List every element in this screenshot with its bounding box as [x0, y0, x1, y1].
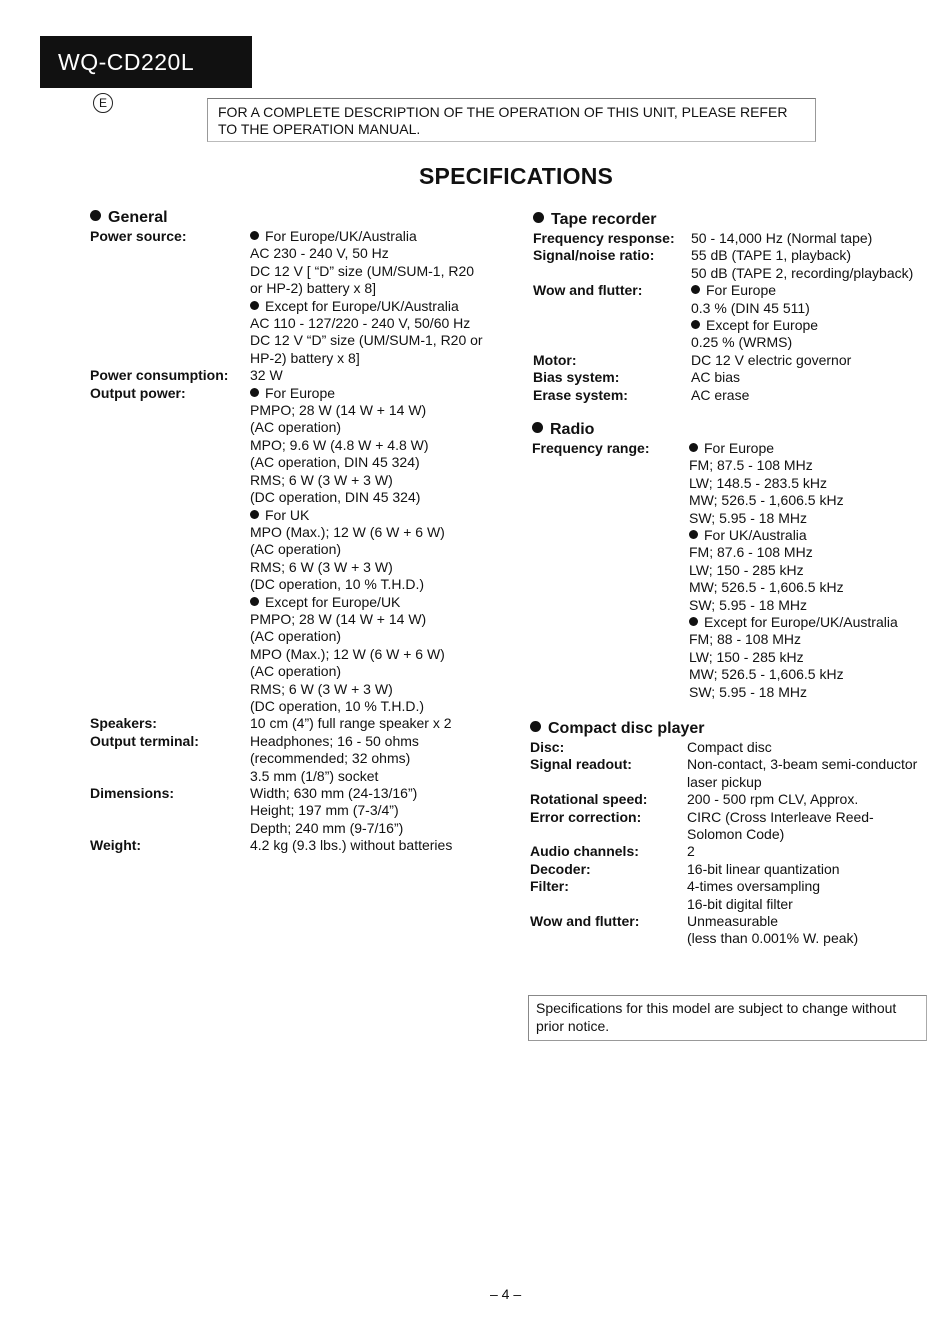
- spec-value-line: [687, 878, 940, 895]
- spec-value-line: [691, 334, 943, 351]
- spec-value-line: [250, 820, 510, 837]
- specifications-change-notice: Specifications for this model are subject to change without prior notice.: [528, 995, 927, 1041]
- spec-values: [687, 878, 940, 913]
- spec-values: [687, 861, 940, 878]
- spec-value-line: [250, 385, 510, 402]
- spec-value-line: [691, 317, 943, 334]
- spec-value-text: 0.3 % (DIN 45 511): [691, 299, 810, 316]
- spec-value-text: 200 - 500 rpm CLV, Approx.: [687, 791, 859, 808]
- spec-label: Weight:: [90, 837, 142, 854]
- spec-value-text: 4-times oversampling: [687, 878, 821, 895]
- spec-value-text: Non-contact, 3-beam semi-conductor: [687, 756, 918, 773]
- spec-values: [691, 230, 943, 247]
- spec-value-line: [250, 507, 510, 524]
- spec-value-line: [250, 437, 510, 454]
- spec-value-line: [250, 663, 510, 680]
- spec-values: [687, 791, 940, 808]
- spec-value-line: [687, 826, 940, 843]
- spec-values: [250, 837, 510, 854]
- spec-value-line: [250, 350, 510, 367]
- spec-value-text: AC 230 - 240 V, 50 Hz: [250, 245, 389, 262]
- spec-value-line: [689, 666, 942, 683]
- general-section: [90, 208, 510, 855]
- bullet-icon: [691, 320, 700, 329]
- spec-values: [691, 387, 943, 404]
- spec-value-line: [250, 628, 510, 645]
- spec-value-line: [250, 611, 510, 628]
- spec-value-line: [250, 472, 510, 489]
- bullet-icon: [689, 530, 698, 539]
- spec-value-text: (DC operation, DIN 45 324): [250, 489, 421, 506]
- spec-value-text: Except for Europe/UK: [265, 593, 401, 610]
- spec-value-text: Headphones; 16 - 50 ohms: [250, 732, 419, 749]
- spec-value-text: AC erase: [691, 386, 750, 403]
- spec-label: Output power:: [90, 384, 186, 401]
- spec-value-text: AC bias: [691, 369, 741, 386]
- spec-label: Power source:: [90, 228, 187, 244]
- spec-value-text: 2: [687, 843, 695, 860]
- bullet-icon: [530, 721, 541, 732]
- spec-value-text: (AC operation): [250, 628, 342, 645]
- spec-value-line: [691, 300, 943, 317]
- spec-value-text: (AC operation): [250, 541, 342, 558]
- general-spec-list: [90, 228, 510, 855]
- spec-row: [90, 715, 510, 732]
- spec-value-text: For Europe: [265, 384, 336, 401]
- spec-label: Erase system:: [533, 386, 628, 403]
- spec-value-line: [250, 541, 510, 558]
- spec-value-text: For UK/Australia: [704, 527, 807, 544]
- spec-value-text: 4.2 kg (9.3 lbs.) without batteries: [250, 837, 453, 854]
- spec-value-text: 10 cm (4”) full range speaker x 2: [250, 715, 452, 732]
- spec-value-text: 0.25 % (WRMS): [691, 334, 793, 351]
- spec-value-line: [250, 681, 510, 698]
- spec-value-line: [250, 332, 510, 349]
- bullet-icon: [250, 388, 259, 397]
- spec-values: [687, 809, 940, 844]
- spec-values: [687, 843, 940, 860]
- spec-value-line: [250, 263, 510, 280]
- region-e-mark: E: [93, 93, 113, 113]
- spec-value-line: [250, 559, 510, 576]
- cd-spec-list: [530, 739, 940, 948]
- spec-row: [530, 861, 940, 878]
- spec-value-text: Width; 630 mm (24-13/16”): [250, 785, 418, 801]
- spec-row: [530, 913, 940, 948]
- spec-value-line: [250, 419, 510, 436]
- spec-row: [530, 756, 940, 791]
- spec-label: Bias system:: [533, 369, 620, 386]
- spec-row: [533, 369, 943, 386]
- spec-value-text: DC 12 V “D” size (UM/SUM-1, R20 or: [250, 332, 483, 349]
- bullet-icon: [691, 285, 700, 294]
- spec-row: [90, 837, 510, 854]
- spec-label: Signal/noise ratio:: [533, 247, 655, 264]
- spec-value-text: 50 dB (TAPE 2, recording/playback): [691, 264, 914, 281]
- spec-values: [689, 440, 942, 701]
- spec-row: [530, 791, 940, 808]
- section-heading-general: General: [90, 208, 510, 228]
- spec-values: [691, 247, 943, 282]
- spec-value-text: (AC operation): [250, 419, 342, 436]
- spec-values: [687, 739, 940, 756]
- bullet-icon: [250, 231, 259, 240]
- spec-value-text: LW; 148.5 - 283.5 kHz: [689, 474, 827, 491]
- spec-value-line: [691, 247, 943, 264]
- spec-value-text: laser pickup: [687, 773, 762, 790]
- spec-value-text: Solomon Code): [687, 826, 785, 843]
- spec-values: [691, 352, 943, 369]
- spec-label: Signal readout:: [530, 756, 632, 773]
- spec-value-text: DC 12 V electric governor: [691, 351, 852, 368]
- spec-label: Audio channels:: [530, 843, 639, 860]
- spec-value-line: [250, 733, 510, 750]
- spec-value-text: SW; 5.95 - 18 MHz: [689, 596, 808, 613]
- spec-value-line: [691, 387, 943, 404]
- spec-value-line: [687, 774, 940, 791]
- spec-values: [687, 756, 940, 791]
- spec-value-text: DC 12 V [ “D” size (UM/SUM-1, R20: [250, 262, 475, 279]
- spec-value-text: 55 dB (TAPE 1, playback): [691, 247, 852, 264]
- spec-value-line: [250, 524, 510, 541]
- spec-value-line: [250, 228, 510, 245]
- spec-label: Disc:: [530, 739, 565, 755]
- spec-value-line: [250, 489, 510, 506]
- bullet-icon: [533, 212, 544, 223]
- spec-values: [691, 282, 943, 352]
- spec-value-line: [250, 245, 510, 262]
- spec-value-line: [689, 684, 942, 701]
- spec-label: Rotational speed:: [530, 791, 648, 808]
- spec-value-text: or HP-2) battery x 8]: [250, 280, 377, 297]
- spec-row: [90, 733, 510, 785]
- spec-value-text: MPO (Max.); 12 W (6 W + 6 W): [250, 645, 445, 662]
- spec-values: [250, 367, 510, 384]
- section-heading-radio: Radio: [532, 420, 942, 440]
- spec-value-line: [689, 597, 942, 614]
- spec-value-line: [689, 614, 942, 631]
- spec-value-line: [691, 230, 943, 247]
- spec-value-line: [250, 646, 510, 663]
- spec-value-text: 16-bit digital filter: [687, 895, 793, 912]
- spec-value-text: (DC operation, 10 % T.H.D.): [250, 576, 425, 593]
- spec-value-line: [250, 785, 510, 802]
- spec-label: Wow and flutter:: [533, 282, 643, 299]
- spec-value-line: [689, 475, 942, 492]
- spec-value-text: RMS; 6 W (3 W + 3 W): [250, 558, 393, 575]
- spec-value-text: For Europe/UK/Australia: [265, 228, 417, 244]
- spec-value-text: (DC operation, 10 % T.H.D.): [250, 697, 425, 714]
- spec-values: [691, 369, 943, 386]
- spec-value-text: 16-bit linear quantization: [687, 860, 840, 877]
- bullet-icon: [250, 510, 259, 519]
- spec-value-line: [250, 298, 510, 315]
- spec-value-text: PMPO; 28 W (14 W + 14 W): [250, 610, 427, 627]
- spec-value-line: [689, 527, 942, 544]
- spec-label: Motor:: [533, 351, 577, 368]
- bullet-icon: [689, 443, 698, 452]
- spec-value-text: For Europe: [706, 282, 777, 299]
- spec-value-line: [687, 809, 940, 826]
- spec-value-text: FM; 87.5 - 108 MHz: [689, 457, 813, 474]
- spec-values: [250, 733, 510, 785]
- spec-value-line: [691, 282, 943, 299]
- spec-value-text: FM; 88 - 108 MHz: [689, 631, 802, 648]
- spec-value-line: [250, 315, 510, 332]
- spec-label: Error correction:: [530, 808, 642, 825]
- page-number: – 4 –: [490, 1286, 522, 1302]
- radio-section: [532, 420, 942, 701]
- tape-spec-list: [533, 230, 943, 404]
- spec-value-text: (recommended; 32 ohms): [250, 750, 411, 767]
- spec-value-line: [691, 369, 943, 386]
- spec-label: Output terminal:: [90, 732, 199, 749]
- spec-values: [687, 913, 940, 948]
- spec-value-text: LW; 150 - 285 kHz: [689, 561, 804, 578]
- spec-row: [533, 387, 943, 404]
- spec-value-line: [250, 802, 510, 819]
- spec-value-text: 3.5 mm (1/8”) socket: [250, 767, 379, 784]
- spec-value-line: [250, 367, 510, 384]
- bullet-icon: [250, 301, 259, 310]
- spec-label: Power consumption:: [90, 367, 229, 384]
- spec-value-line: [689, 440, 942, 457]
- spec-row: [533, 352, 943, 369]
- spec-row: [530, 843, 940, 860]
- spec-value-line: [250, 280, 510, 297]
- spec-value-text: For UK: [265, 506, 310, 523]
- spec-value-text: PMPO; 28 W (14 W + 14 W): [250, 402, 427, 419]
- spec-value-text: RMS; 6 W (3 W + 3 W): [250, 471, 393, 488]
- spec-value-line: [250, 750, 510, 767]
- spec-value-text: AC 110 - 127/220 - 240 V, 50/60 Hz: [250, 315, 471, 332]
- spec-value-text: Except for Europe/UK/Australia: [265, 297, 459, 314]
- spec-value-line: [687, 739, 940, 756]
- spec-value-line: [689, 579, 942, 596]
- spec-value-line: [689, 562, 942, 579]
- spec-value-text: Depth; 240 mm (9-7/16”): [250, 819, 404, 836]
- bullet-icon: [90, 210, 101, 221]
- spec-value-text: (AC operation, DIN 45 324): [250, 454, 420, 471]
- spec-value-line: [687, 896, 940, 913]
- spec-value-line: [250, 715, 510, 732]
- spec-value-text: FM; 87.6 - 108 MHz: [689, 544, 813, 561]
- spec-row: [90, 785, 510, 837]
- spec-value-line: [250, 698, 510, 715]
- spec-value-text: HP-2) battery x 8]: [250, 349, 360, 366]
- spec-value-text: Compact disc: [687, 739, 772, 755]
- spec-row: [532, 440, 942, 701]
- spec-value-text: (less than 0.001% W. peak): [687, 930, 859, 947]
- spec-row: [530, 809, 940, 844]
- spec-value-line: [250, 402, 510, 419]
- bullet-icon: [250, 597, 259, 606]
- operation-manual-notice: FOR A COMPLETE DESCRIPTION OF THE OPERATION OF THIS UNIT, PLEASE REFER TO THE OPERATION MANUAL.: [207, 98, 816, 142]
- spec-label: Decoder:: [530, 860, 591, 877]
- spec-row: [530, 739, 940, 756]
- spec-values: [250, 785, 510, 837]
- bullet-icon: [689, 617, 698, 626]
- spec-value-text: MW; 526.5 - 1,606.5 kHz: [689, 666, 844, 683]
- section-heading-compact-disc: Compact disc player: [530, 719, 940, 739]
- spec-value-line: [689, 457, 942, 474]
- spec-value-text: Except for Europe/UK/Australia: [704, 614, 898, 631]
- spec-value-text: 50 - 14,000 Hz (Normal tape): [691, 230, 873, 246]
- spec-value-text: (AC operation): [250, 663, 342, 680]
- spec-row: [533, 230, 943, 247]
- spec-value-line: [689, 631, 942, 648]
- spec-value-line: [689, 649, 942, 666]
- spec-row: [90, 367, 510, 384]
- spec-label: Frequency response:: [533, 230, 675, 246]
- spec-row: [90, 228, 510, 367]
- spec-value-line: [250, 576, 510, 593]
- spec-row: [533, 247, 943, 282]
- spec-label: Frequency range:: [532, 440, 650, 456]
- spec-value-text: SW; 5.95 - 18 MHz: [689, 683, 808, 700]
- spec-value-text: Height; 197 mm (7-3/4”): [250, 802, 399, 819]
- bullet-icon: [532, 422, 543, 433]
- spec-value-line: [687, 843, 940, 860]
- spec-value-line: [689, 492, 942, 509]
- spec-value-text: CIRC (Cross Interleave Reed-: [687, 808, 874, 825]
- spec-values: [250, 228, 510, 367]
- spec-value-line: [687, 913, 940, 930]
- spec-label: Speakers:: [90, 715, 157, 732]
- spec-value-text: MW; 526.5 - 1,606.5 kHz: [689, 579, 844, 596]
- spec-values: [250, 715, 510, 732]
- tape-recorder-section: [533, 210, 943, 404]
- spec-label: Dimensions:: [90, 785, 175, 801]
- spec-value-line: [691, 352, 943, 369]
- spec-value-line: [250, 594, 510, 611]
- spec-value-text: MPO (Max.); 12 W (6 W + 6 W): [250, 523, 445, 540]
- section-heading-tape-recorder: Tape recorder: [533, 210, 943, 230]
- spec-value-line: [687, 791, 940, 808]
- spec-value-text: Except for Europe: [706, 317, 819, 334]
- spec-value-line: [689, 544, 942, 561]
- spec-value-line: [691, 265, 943, 282]
- page-title: SPECIFICATIONS: [419, 163, 614, 189]
- spec-row: [530, 878, 940, 913]
- model-name-banner: WQ-CD220L: [40, 36, 252, 88]
- spec-row: [90, 385, 510, 716]
- spec-value-line: [250, 837, 510, 854]
- spec-value-text: RMS; 6 W (3 W + 3 W): [250, 680, 393, 697]
- compact-disc-section: [530, 719, 940, 948]
- spec-value-text: MPO; 9.6 W (4.8 W + 4.8 W): [250, 436, 429, 453]
- spec-value-line: [687, 756, 940, 773]
- spec-value-text: Unmeasurable: [687, 913, 779, 930]
- spec-value-line: [689, 510, 942, 527]
- radio-spec-list: [532, 440, 942, 701]
- spec-value-line: [250, 768, 510, 785]
- spec-value-text: LW; 150 - 285 kHz: [689, 648, 804, 665]
- spec-value-line: [687, 930, 940, 947]
- spec-label: Wow and flutter:: [530, 913, 640, 930]
- spec-label: Filter:: [530, 878, 569, 895]
- spec-value-text: MW; 526.5 - 1,606.5 kHz: [689, 492, 844, 509]
- spec-values: [250, 385, 510, 716]
- spec-value-text: 32 W: [250, 367, 283, 384]
- spec-value-line: [250, 454, 510, 471]
- spec-value-line: [687, 861, 940, 878]
- spec-value-text: For Europe: [704, 440, 775, 456]
- spec-value-text: SW; 5.95 - 18 MHz: [689, 509, 808, 526]
- spec-row: [533, 282, 943, 352]
